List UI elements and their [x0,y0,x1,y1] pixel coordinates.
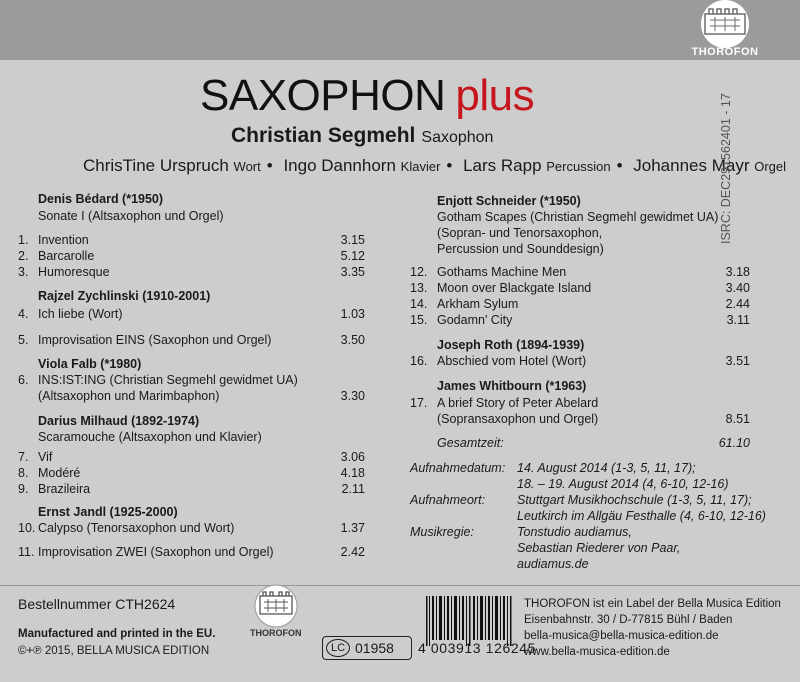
track-time: 1.37 [340,521,365,535]
track-title: Moon over Blackgate Island [437,281,592,295]
main-artist [231,123,493,151]
work-subtitle: Percussion und Sounddesign) [437,242,604,256]
track-number: 9. [18,482,29,496]
track-subtitle: (Altsaxophon und Marimbaphon) [38,389,220,403]
label-info: Eisenbahnstr. 30 / D-77815 Bühl / Baden [524,614,733,626]
track-title: Humoresque [38,265,110,279]
copyright-note: ©+℗ 2015, BELLA MUSICA EDITION [18,645,210,657]
performers-line: ChrisTine Urspruch Wort • Ingo Dannhorn Klavier • Lars Rapp Percussion • Johannes Mayr Orgel [83,156,787,175]
track-time: 3.30 [340,389,365,403]
track-number: 13. [410,281,428,295]
track-time: 3.51 [725,354,750,368]
track-number: 3. [18,265,29,279]
work-title: Sonate I (Altsaxophon und Orgel) [38,209,224,223]
track-time: 2.11 [341,482,365,496]
performer-role: Wort [233,159,261,174]
track-subtitle: (Sopransaxophon und Orgel) [437,412,599,426]
credit-value: 18. – 19. August 2014 (4, 6-10, 12-16) [517,477,729,491]
composer-heading: James Whitbourn (*1963) [437,379,587,393]
composer-heading: Ernst Jandl (1925-2000) [38,505,178,519]
track-title: A brief Story of Peter Abelard [437,396,599,410]
performer-role: Orgel [754,159,787,174]
logo-label: THOROFON [691,46,759,58]
track-time: 3.35 [340,265,365,279]
track-number: 1. [18,233,29,247]
track-time: 2.42 [340,545,365,559]
track-number: 2. [18,249,29,263]
label-website: www.bella-musica-edition.de [524,646,670,658]
track-title: Modéré [38,466,81,480]
track-title: INS:IST:ING (Christian Segmehl gewidmet UA) [38,373,298,387]
performer-name: Johannes Mayr [633,156,750,175]
track-time: 2.44 [725,297,750,311]
track-title: Godamn' City [437,313,513,327]
work-title: Scaramouche (Altsaxophon und Klavier) [38,430,262,444]
track-time: 4.18 [340,466,365,480]
lc-code: 01958 [355,640,394,656]
composer-heading: Denis Bédard (*1950) [38,192,164,206]
track-title: Arkham Sylum [437,297,519,311]
artist-role: Saxophon [421,129,494,146]
composer-heading: Rajzel Zychlinski (1910-2001) [38,289,211,303]
track-time: 5.12 [340,249,365,263]
composer-heading: Viola Falb (*1980) [38,357,142,371]
title-main: SAXOPHON [200,71,446,120]
credit-value: audiamus.de [517,557,589,571]
label-info: THOROFON ist ein Label der Bella Musica Edition [524,598,781,610]
track-number: 5. [18,333,29,347]
credit-value: Leutkirch im Allgäu Festhalle (4, 6-10, 12-16) [517,509,766,523]
barcode-digits: 4 003913 126245 [418,640,536,656]
total-label: Gesamtzeit: [437,436,504,450]
track-time: 3.40 [725,281,750,295]
track-title: Brazileira [38,482,91,496]
thorofon-logo [672,0,778,60]
total-time: 61.10 [718,436,750,450]
label-code-box [322,636,412,660]
track-number: 6. [18,373,29,387]
track-title: Barcarolle [38,249,95,263]
work-title: Gotham Scapes (Christian Segmehl gewidmet UA) [437,210,719,224]
track-time: 3.06 [340,450,365,464]
footer-logo-label: THOROFON [250,628,302,638]
track-number: 15. [410,313,428,327]
track-number: 11. [18,545,35,559]
track-time: 3.11 [726,313,750,327]
track-number: 14. [410,297,428,311]
composer-heading: Enjott Schneider (*1950) [437,194,581,208]
credit-label: Musikregie: [410,525,474,539]
track-number: 16. [410,354,428,368]
divider [0,585,800,586]
title-accent: plus [455,71,535,120]
performer-role: Percussion [546,159,611,174]
track-title: Vif [38,450,53,464]
track-time: 8.51 [725,412,750,426]
track-title: Calypso (Tenorsaxophon und Wort) [38,521,235,535]
lc-mark: LC [326,639,350,657]
track-time: 1.03 [340,307,365,321]
credit-label: Aufnahmeort: [410,493,486,507]
artist-name: Christian Segmehl [231,124,416,147]
track-number: 4. [18,307,29,321]
track-number: 17. [410,396,428,410]
track-title: Invention [38,233,89,247]
track-number: 7. [18,450,29,464]
isrc-code: ISRC: DEC291562401 - 17 [719,93,733,244]
performer-name: Lars Rapp [463,156,542,175]
performer-name: Ingo Dannhorn [283,156,396,175]
work-subtitle: (Sopran- und Tenorsaxophon, [437,226,603,240]
track-time: 3.50 [340,333,365,347]
credit-label: Aufnahmedatum: [410,461,506,475]
track-time: 3.15 [340,233,365,247]
order-number: Bestellnummer CTH2624 [18,596,176,612]
performer-name: ChrisTine Urspruch [83,156,229,175]
credit-value: Stuttgart Musikhochschule (1-3, 5, 11, 17); [517,493,752,507]
credit-value: Sebastian Riederer von Paar, [517,541,681,555]
composer-heading: Joseph Roth (1894-1939) [437,338,585,352]
track-title: Gothams Machine Men [437,265,567,279]
album-title [200,72,534,120]
track-title: Improvisation EINS (Saxophon und Orgel) [38,333,272,347]
composer-heading: Darius Milhaud (1892-1974) [38,414,200,428]
credit-value: 14. August 2014 (1-3, 5, 11, 17); [517,461,696,475]
track-title: Abschied vom Hotel (Wort) [437,354,587,368]
track-number: 10. [18,521,36,535]
track-title: Improvisation ZWEI (Saxophon und Orgel) [38,545,274,559]
track-number: 8. [18,466,29,480]
performer-role: Klavier [400,159,441,174]
label-email: bella-musica@bella-musica-edition.de [524,630,719,642]
track-time: 3.18 [725,265,750,279]
credit-value: Tonstudio audiamus, [517,525,632,539]
track-title: Ich liebe (Wort) [38,307,123,321]
manufactured-note: Manufactured and printed in the EU. [18,628,216,640]
track-number: 12. [410,265,428,279]
